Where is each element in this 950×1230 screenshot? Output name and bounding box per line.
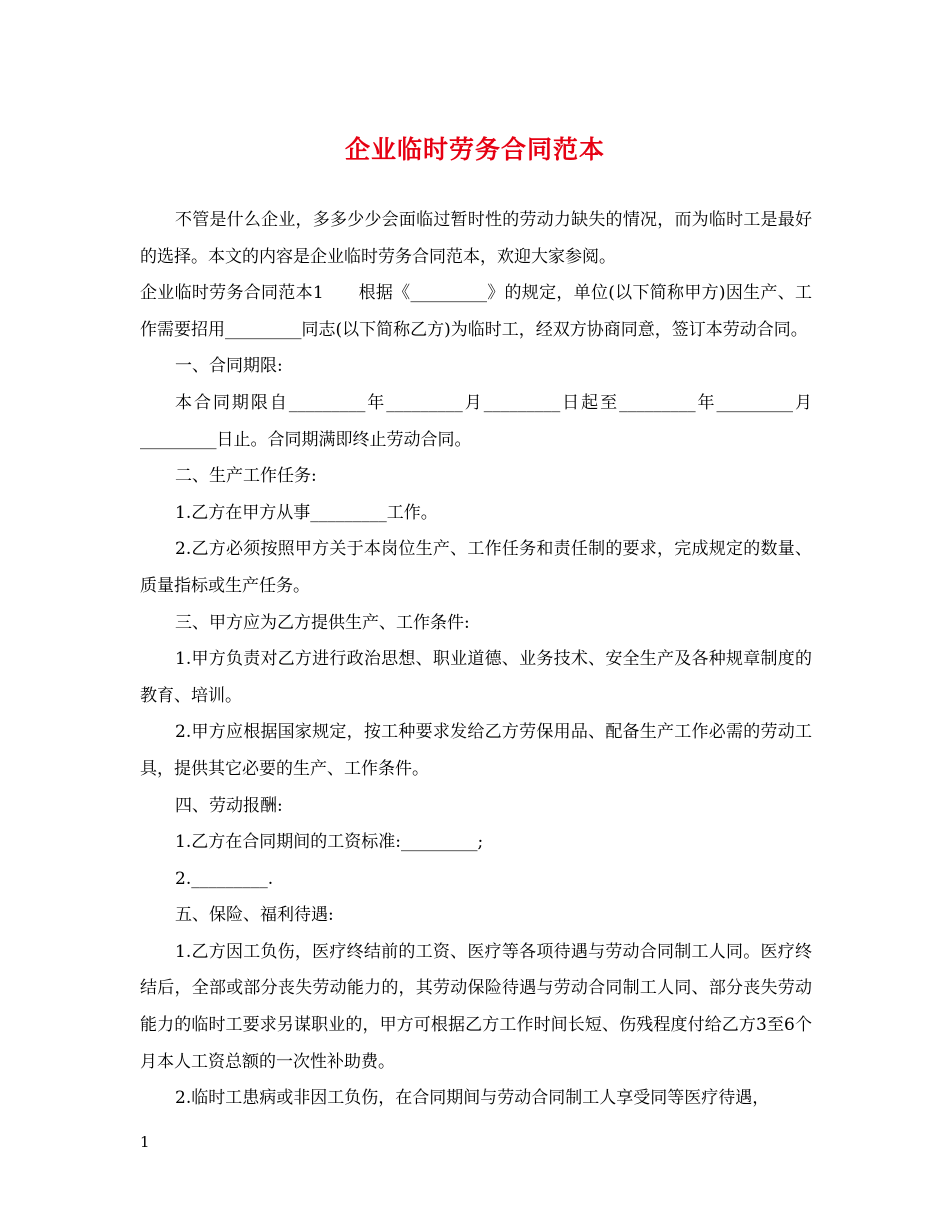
paragraph-task-2: 2.乙方必须按照甲方关于本岗位生产、工作任务和责任制的要求，完成规定的数量、质量指标或生产任务。: [140, 539, 812, 596]
paragraph-contract-preamble: 企业临时劳务合同范本1 根据《_________》的规定，单位(以下简称甲方)因生产、工作需要招用_________同志(以下简称乙方)为临时工，经双方协商同意，签订本劳动合同。: [140, 283, 812, 340]
document-body: [140, 202, 812, 1117]
section-heading-conditions: 三、甲方应为乙方提供生产、工作条件:: [175, 612, 470, 633]
page-number: 1: [140, 1133, 150, 1151]
paragraph-pay-1: 1.乙方在合同期间的工资标准:_________;: [175, 832, 484, 853]
paragraph-task-1: 1.乙方在甲方从事_________工作。: [175, 502, 438, 523]
paragraph-intro: 不管是什么企业，多多少少会面临过暂时性的劳动力缺失的情况，而为临时工是最好的选择。本文的内容是企业临时劳务合同范本，欢迎大家参阅。: [140, 210, 812, 267]
paragraph-insurance-1: 1.乙方因工负伤，医疗终结前的工资、医疗等各项待遇与劳动合同制工人同。医疗终结后，全部或部分丧失劳动能力的，其劳动保险待遇与劳动合同制工人同、部分丧失劳动能力的临时工要求另谋职业的，甲方可根据乙方工作时间长短、伤残程度付给乙方3至6个月本人工资总额的一次性补助费。: [140, 941, 812, 1072]
paragraph-insurance-2: 2.临时工患病或非因工负伤，在合同期间与劳动合同制工人享受同等医疗待遇，: [175, 1088, 770, 1109]
paragraph-pay-2: 2._________.: [175, 868, 274, 889]
paragraph-term-dates: 本合同期限自_________年_________月_________日起至_________年_________月_________日止。合同期满即终止劳动合同。: [140, 392, 812, 450]
section-heading-insurance: 五、保险、福利待遇:: [175, 905, 334, 926]
document-title: 企业临时劳务合同范本: [344, 135, 605, 164]
section-heading-pay: 四、劳动报酬:: [175, 795, 283, 816]
section-heading-tasks: 二、生产工作任务:: [175, 466, 317, 487]
section-heading-term: 一、合同期限:: [175, 356, 283, 377]
paragraph-condition-2: 2.甲方应根据国家规定，按工种要求发给乙方劳保用品、配备生产工作必需的劳动工具，提供其它必要的生产、工作条件。: [140, 722, 812, 779]
paragraph-condition-1: 1.甲方负责对乙方进行政治思想、职业道德、业务技术、安全生产及各种规章制度的教育、培训。: [140, 649, 812, 706]
